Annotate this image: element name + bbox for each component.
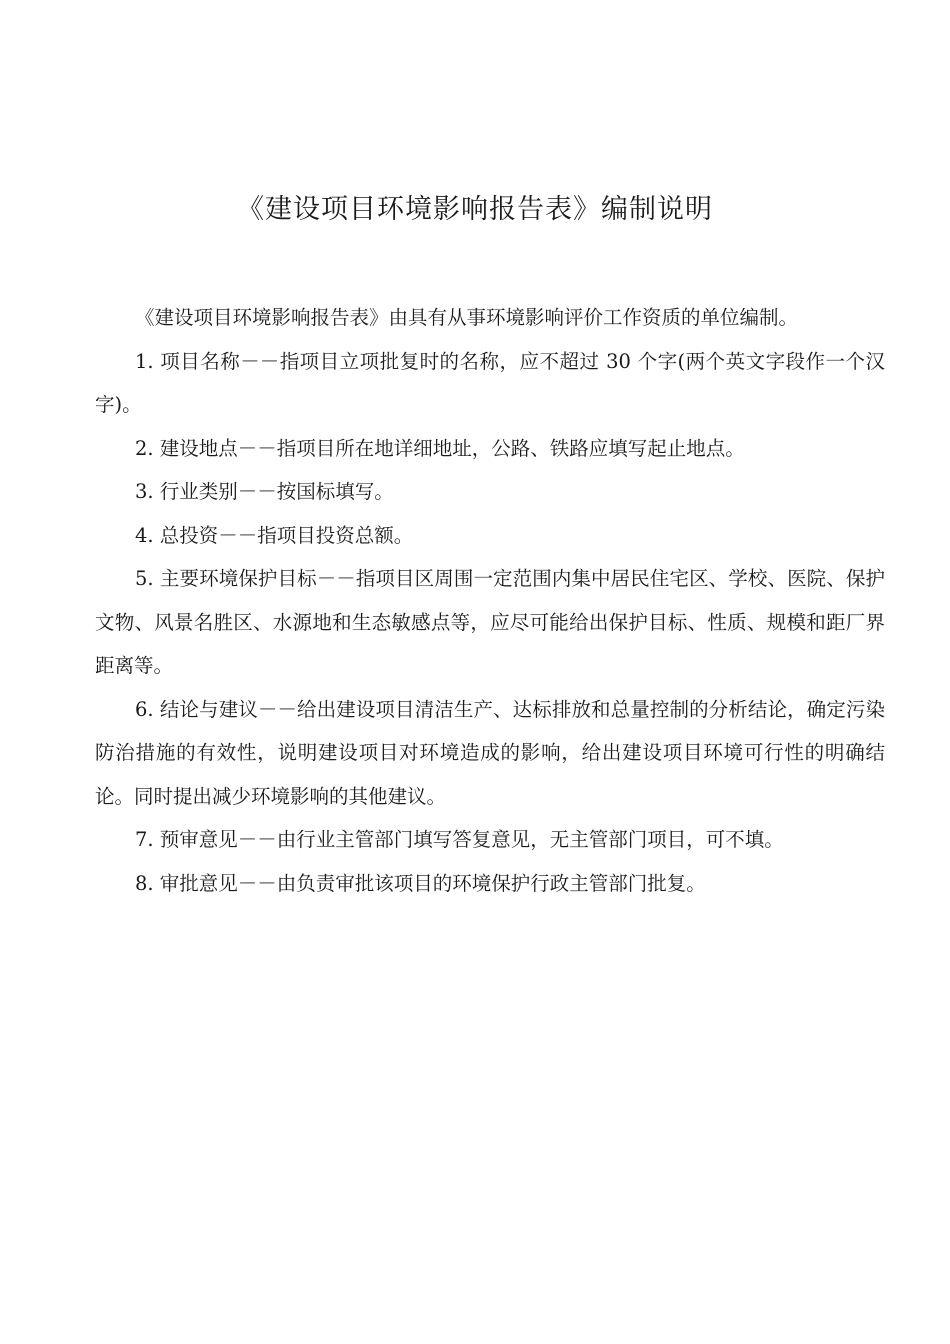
paragraph-intro: 《建设项目环境影响报告表》由具有从事环境影响评价工作资质的单位编制。: [135, 306, 799, 329]
paragraph-item-2: 2. 建设地点－－指项目所在地详细地址，公路、铁路应填写起止地点。: [135, 436, 745, 460]
paragraph-item-3: 3. 行业类别－－按国标填写。: [135, 480, 394, 503]
paragraph-item-5: 5. 主要环境保护目标－－指项目区周围一定范围内集中居民住宅区、学校、医院、保护文物、风景名胜区、水源地和生态敏感点等，应尽可能给出保护目标、性质、规模和距厂界距离等。: [95, 567, 885, 677]
document-body: [95, 296, 885, 905]
paragraph-item-8: 8. 审批意见－－由负责审批该项目的环境保护行政主管部门批复。: [135, 871, 706, 895]
paragraph-item-4: 4. 总投资－－指项目投资总额。: [135, 523, 414, 547]
document-title: 《建设项目环境影响报告表》编制说明: [237, 194, 713, 225]
paragraph-item-6: 6. 结论与建议－－给出建设项目清洁生产、达标排放和总量控制的分析结论，确定污染防治措施的有效性，说明建设项目对环境造成的影响，给出建设项目环境可行性的明确结论。同时提出减少环境影响的其他建议。: [95, 697, 885, 808]
paragraph-item-1: 1. 项目名称－－指项目立项批复时的名称，应不超过 30 个字(两个英文字段作一个汉字)。: [95, 349, 885, 416]
paragraph-item-7: 7. 预审意见－－由行业主管部门填写答复意见，无主管部门项目，可不填。: [135, 828, 784, 851]
